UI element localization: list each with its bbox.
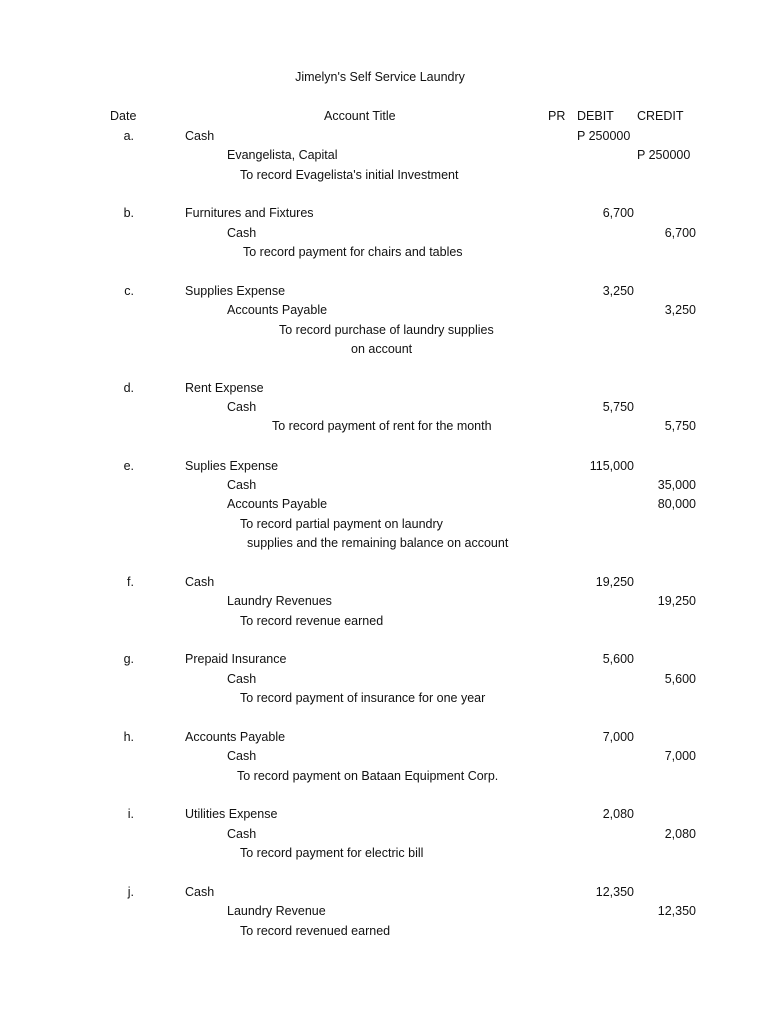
entry-date: h. — [123, 730, 134, 744]
credit-account: Laundry Revenue — [227, 904, 326, 918]
credit-account: Laundry Revenues — [227, 594, 332, 608]
credit-account: Cash — [227, 400, 257, 414]
header-pr: PR — [548, 109, 566, 123]
entry-row — [0, 497, 768, 516]
debit-account: Accounts Payable — [185, 730, 286, 744]
entry-explanation — [0, 846, 768, 865]
entry-explanation — [0, 323, 768, 342]
entry-date: i. — [127, 807, 134, 821]
credit-amount: 5,750 — [664, 419, 696, 433]
entry-row — [0, 885, 768, 904]
entry-explanation — [0, 691, 768, 710]
header-credit: CREDIT — [637, 109, 684, 123]
entry-row — [0, 381, 768, 400]
credit-account: Cash — [227, 478, 257, 492]
explanation-text: To record Evagelista's initial Investment — [240, 168, 459, 182]
debit-account: Suplies Expense — [185, 459, 279, 473]
entry-row — [0, 459, 768, 478]
credit-account: Cash — [227, 226, 257, 240]
credit-amount: 7,000 — [664, 749, 696, 763]
debit-amount: P 250000 — [577, 129, 631, 143]
debit-account: Supplies Expense — [185, 284, 286, 298]
credit-account: Accounts Payable — [227, 303, 328, 317]
entry-row — [0, 672, 768, 691]
entry-date: e. — [123, 459, 134, 473]
entry-date: b. — [123, 206, 134, 220]
debit-amount: 6,700 — [602, 206, 634, 220]
credit-amount: P 250000 — [637, 148, 691, 162]
debit-account: Furnitures and Fixtures — [185, 206, 314, 220]
explanation-text: To record payment for chairs and tables — [243, 245, 463, 259]
credit-amount: 12,350 — [657, 904, 696, 918]
credit-account: Cash — [227, 827, 257, 841]
credit-account: Accounts Payable — [227, 497, 328, 511]
explanation-text: To record partial payment on laundry — [240, 517, 443, 531]
credit-amount: 5,600 — [664, 672, 696, 686]
debit-amount: 5,750 — [602, 400, 634, 414]
debit-account: Cash — [185, 885, 215, 899]
entry-explanation — [0, 245, 768, 264]
entry-date: j. — [127, 885, 134, 899]
entry-explanation — [0, 536, 768, 555]
explanation-text: supplies and the remaining balance on account — [247, 536, 509, 550]
header-debit: DEBIT — [577, 109, 614, 123]
entry-row — [0, 129, 768, 148]
entry-row — [0, 749, 768, 768]
entry-row — [0, 827, 768, 846]
debit-account: Cash — [185, 129, 215, 143]
explanation-text: To record revenued earned — [240, 924, 391, 938]
header-date: Date — [110, 109, 137, 123]
credit-amount: 35,000 — [657, 478, 696, 492]
credit-account: Evangelista, Capital — [227, 148, 338, 162]
debit-amount: 2,080 — [602, 807, 634, 821]
debit-account: Prepaid Insurance — [185, 652, 287, 666]
credit-amount: 6,700 — [664, 226, 696, 240]
debit-amount: 19,250 — [595, 575, 634, 589]
entry-date: a. — [123, 129, 134, 143]
credit-account: Cash — [227, 749, 257, 763]
debit-amount: 7,000 — [602, 730, 634, 744]
entry-row — [0, 730, 768, 749]
document-title: Jimelyn's Self Service Laundry — [295, 70, 465, 84]
explanation-text: To record purchase of laundry supplies — [279, 323, 494, 337]
entry-date: d. — [123, 381, 134, 395]
entry-explanation — [0, 924, 768, 943]
header-account-title: Account Title — [324, 109, 396, 123]
entry-row — [0, 284, 768, 303]
debit-account: Rent Expense — [185, 381, 264, 395]
credit-amount: 19,250 — [657, 594, 696, 608]
entry-explanation — [0, 769, 768, 788]
entry-row — [0, 594, 768, 613]
debit-amount: 12,350 — [595, 885, 634, 899]
debit-amount: 3,250 — [602, 284, 634, 298]
explanation-text: To record payment of insurance for one year — [240, 691, 486, 705]
explanation-text: To record payment of rent for the month — [272, 419, 492, 433]
explanation-text: To record revenue earned — [240, 614, 384, 628]
entry-date: g. — [123, 652, 134, 666]
entry-row — [0, 904, 768, 923]
debit-account: Cash — [185, 575, 215, 589]
entry-row — [0, 303, 768, 322]
entry-date: c. — [124, 284, 134, 298]
entry-row — [0, 478, 768, 497]
entry-explanation — [0, 517, 768, 536]
entry-row — [0, 206, 768, 225]
explanation-text: on account — [351, 342, 413, 356]
entry-explanation — [0, 419, 768, 438]
credit-amount: 80,000 — [657, 497, 696, 511]
entry-row — [0, 226, 768, 245]
entry-row — [0, 400, 768, 419]
credit-account: Cash — [227, 672, 257, 686]
entry-row — [0, 807, 768, 826]
entry-explanation — [0, 168, 768, 187]
entry-row — [0, 652, 768, 671]
debit-account: Utilities Expense — [185, 807, 278, 821]
credit-amount: 2,080 — [664, 827, 696, 841]
entry-row — [0, 148, 768, 167]
entry-explanation — [0, 614, 768, 633]
debit-amount: 5,600 — [602, 652, 634, 666]
explanation-text: To record payment for electric bill — [240, 846, 424, 860]
debit-amount: 115,000 — [589, 459, 634, 473]
credit-amount: 3,250 — [664, 303, 696, 317]
entry-date: f. — [127, 575, 134, 589]
entry-row — [0, 575, 768, 594]
entry-explanation — [0, 342, 768, 361]
explanation-text: To record payment on Bataan Equipment Corp. — [237, 769, 499, 783]
